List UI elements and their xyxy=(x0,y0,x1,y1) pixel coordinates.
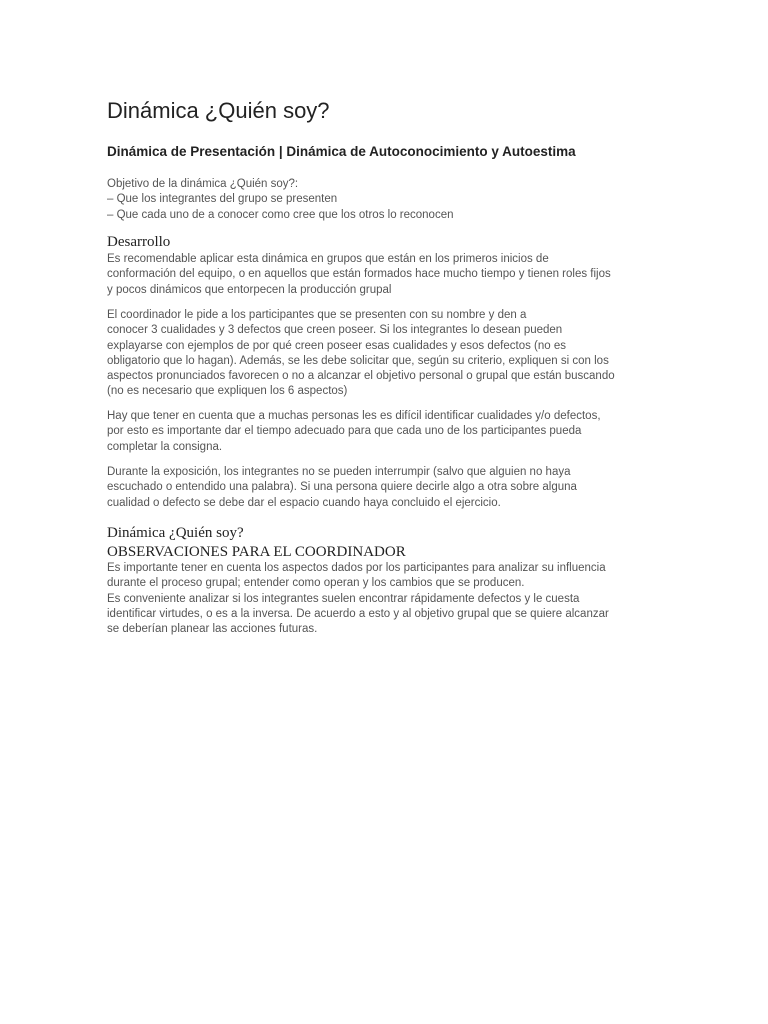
paragraph-line: completar la consigna. xyxy=(107,440,223,453)
paragraph-line: por esto es importante dar el tiempo adecuado para que cada uno de los participantes pueda xyxy=(107,425,582,438)
paragraph-line: Es importante tener en cuenta los aspectos dados por los participantes para analizar su influencia xyxy=(107,562,606,574)
paragraph-line: Hay que tener en cuenta que a muchas personas les es difícil identificar cualidades y/o defectos, xyxy=(107,410,601,422)
paragraph-line: cualidad o defecto se debe dar el espacio cuando haya concluido el ejercicio. xyxy=(107,496,501,509)
objective-line: – Que cada uno de a conocer como cree que los otros lo reconocen xyxy=(107,208,454,221)
paragraph-line: se deberían planear las acciones futuras. xyxy=(107,623,318,636)
paragraph-line: El coordinador le pide a los participantes que se presenten con su nombre y den a xyxy=(107,309,527,321)
paragraph-line: conformación del equipo, o en aquellos que están formados hace mucho tiempo y tienen roles fijos xyxy=(107,268,611,281)
paragraph-line: aspectos pronunciados favorecen o no a alcanzar el objetivo personal o grupal que están buscando xyxy=(107,370,615,383)
paragraph-line: explayarse con ejemplos de por qué creen poseer esas cualidades y esos defectos (no es xyxy=(107,339,566,352)
paragraph-line: escuchado o entendido una palabra). Si una persona quiere decirle algo a otra sobre alguna xyxy=(107,481,577,494)
page-subtitle: Dinámica de Presentación | Dinámica de Autoconocimiento y Autoestima xyxy=(107,144,576,159)
objective-block xyxy=(107,177,667,223)
observaciones-paragraph xyxy=(107,561,667,637)
desarrollo-paragraph-3 xyxy=(107,409,667,455)
desarrollo-paragraph-2 xyxy=(107,308,667,400)
objective-line: Objetivo de la dinámica ¿Quién soy?: xyxy=(107,178,299,190)
paragraph-line: (no es necesario que expliquen los 6 aspectos) xyxy=(107,385,348,398)
paragraph-line: Es conveniente analizar si los integrantes suelen encontrar rápidamente defectos y le cuesta xyxy=(107,592,580,605)
paragraph-line: Durante la exposición, los integrantes no se pueden interrumpir (salvo que alguien no haya xyxy=(107,466,571,478)
desarrollo-paragraph-1 xyxy=(107,252,667,298)
desarrollo-paragraph-4 xyxy=(107,465,667,511)
section-heading-desarrollo: Desarrollo xyxy=(107,234,171,250)
paragraph-line: obligatorio que lo hagan). Además, se les debe solicitar que, según su criterio, expliquen si con los xyxy=(107,354,609,367)
section-heading-dinamica: Dinámica ¿Quién soy? xyxy=(107,525,244,541)
objective-line: – Que los integrantes del grupo se presenten xyxy=(107,193,338,206)
paragraph-line: identificar virtudes, o es a la inversa. De acuerdo a esto y al objetivo grupal que se quiere alcanzar xyxy=(107,607,609,620)
paragraph-line: y pocos dinámicos que entorpecen la producción grupal xyxy=(107,283,392,296)
paragraph-line: conocer 3 cualidades y 3 defectos que creen poseer. Si los integrantes lo desean pueden xyxy=(107,324,563,337)
paragraph-line: durante el proceso grupal; entender como operan y los cambios que se producen. xyxy=(107,577,525,590)
paragraph-line: Es recomendable aplicar esta dinámica en grupos que están en los primeros inicios de xyxy=(107,253,549,265)
section-heading-observaciones: OBSERVACIONES PARA EL COORDINADOR xyxy=(107,544,406,560)
page-title: Dinámica ¿Quién soy? xyxy=(107,98,330,123)
